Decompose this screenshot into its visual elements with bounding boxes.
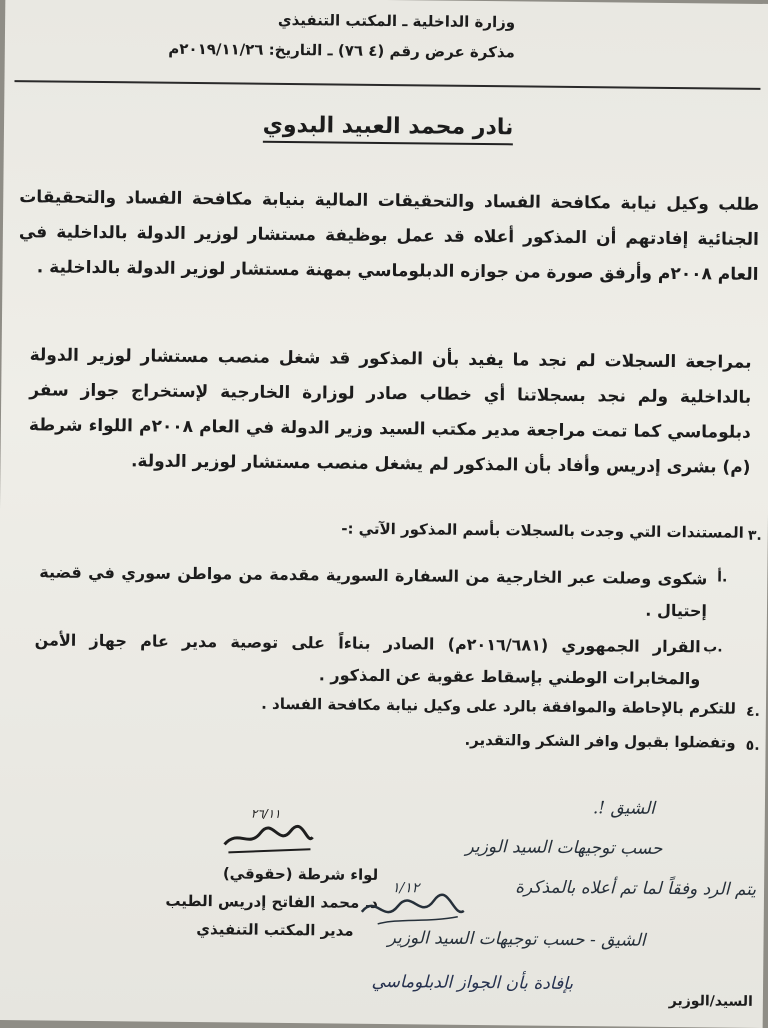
item-4-number: ٤. — [745, 703, 761, 720]
item-4-text: للتكرم بالإحاطة والموافقة بالرد على وكيل نيابة مكافحة الفساد . — [261, 694, 737, 718]
signature-position: مدير المكتب التنفيذي — [196, 920, 354, 940]
paragraph-2: بمراجعة السجلات لم نجد ما يفيد بأن المذكور قد شغل منصب مستشار لوزير الدولة بالداخلية ولم نجد بسجلاتنا أي خطاب صادر لوزارة الخارجية لإستخراج جواز سفر دبلوماسي كما تمت مراجعة مدير مكتب السيد وزير الدولة في العام ٢٠٠٨م اللواء شرطة (م) بشرى إدريس وأفاد بأن المذكور لم يشغل منصب مستشار لوزير الدولة. — [28, 345, 752, 478]
item-3-heading: المستندات التي وجدت بالسجلات بأسم المذكور الآتي :- — [341, 519, 744, 542]
signature-date-mark: ٢٦/١١ — [250, 806, 281, 821]
handwriting-date: ١/١٢ — [391, 880, 420, 897]
handwriting-line-5: بإفادة بأن الجواز الدبلوماسي — [371, 971, 574, 995]
item-5-text: وتفضلوا بقبول وافر الشكر والتقدير. — [464, 730, 736, 752]
signature-name: د. محمد الفاتح إدريس الطيب — [165, 891, 378, 912]
item-3a-letter: أ. — [717, 569, 728, 586]
handwriting-line-4: الشيق - حسب توجيهات السيد الوزير — [387, 928, 646, 951]
memo-number-date: مذكرة عرض رقم (٤ ٧٦) ـ التاريخ: ٢٠١٩/١١/٢٦م — [168, 39, 515, 62]
item-5-number: ٥. — [745, 737, 760, 754]
addressee-label: السيد/الوزير — [668, 993, 753, 1010]
handwriting-line-3: يتم الرد وفقاً لما تم أعلاه بالمذكرة — [515, 877, 757, 900]
page-title-text: نادر محمد العبيد البدوي — [263, 113, 514, 146]
handwriting-line-2: حسب توجيهات السيد الوزير — [465, 836, 663, 859]
paragraph-1: طلب وكيل نيابة مكافحة الفساد والتحقيقات المالية بنيابة مكافحة الفساد والتحقيقات الجنائية إفادتهم أن المذكور أعلاه قد عمل بوظيفة مستشار لوزير الدولة بالداخلية في العام ٢٠٠٨م وأرفق صورة من جوازه الدبلوماسي بمهنة مستشار لوزير الدولة بالداخلية . — [18, 187, 760, 285]
item-3-number: ٣. — [747, 527, 762, 544]
signature-rank: لواء شرطة (حقوقي) — [222, 864, 379, 884]
item-3b-text: القرار الجمهوري (٢٠١٦/٦٨١م) الصادر بناءاً على توصية مدير عام جهاز الأمن والمخابرات الوطني بإسقاط عقوبة عن المذكور . — [34, 630, 701, 689]
signature-scribble-icon — [218, 818, 318, 859]
item-3a-text: شكوى وصلت عبر الخارجية من السفارة السورية مقدمة من مواطن سوري في قضية إحتيال . — [39, 562, 708, 621]
handwriting-line-1: الشيق !. — [592, 798, 656, 819]
header-divider — [14, 80, 760, 90]
item-3b-letter: ب. — [703, 639, 723, 656]
page-title — [4, 110, 768, 143]
ministry-header: وزارة الداخلية ـ المكتب التنفيذي — [277, 10, 516, 32]
handwritten-signature-icon — [358, 890, 468, 931]
